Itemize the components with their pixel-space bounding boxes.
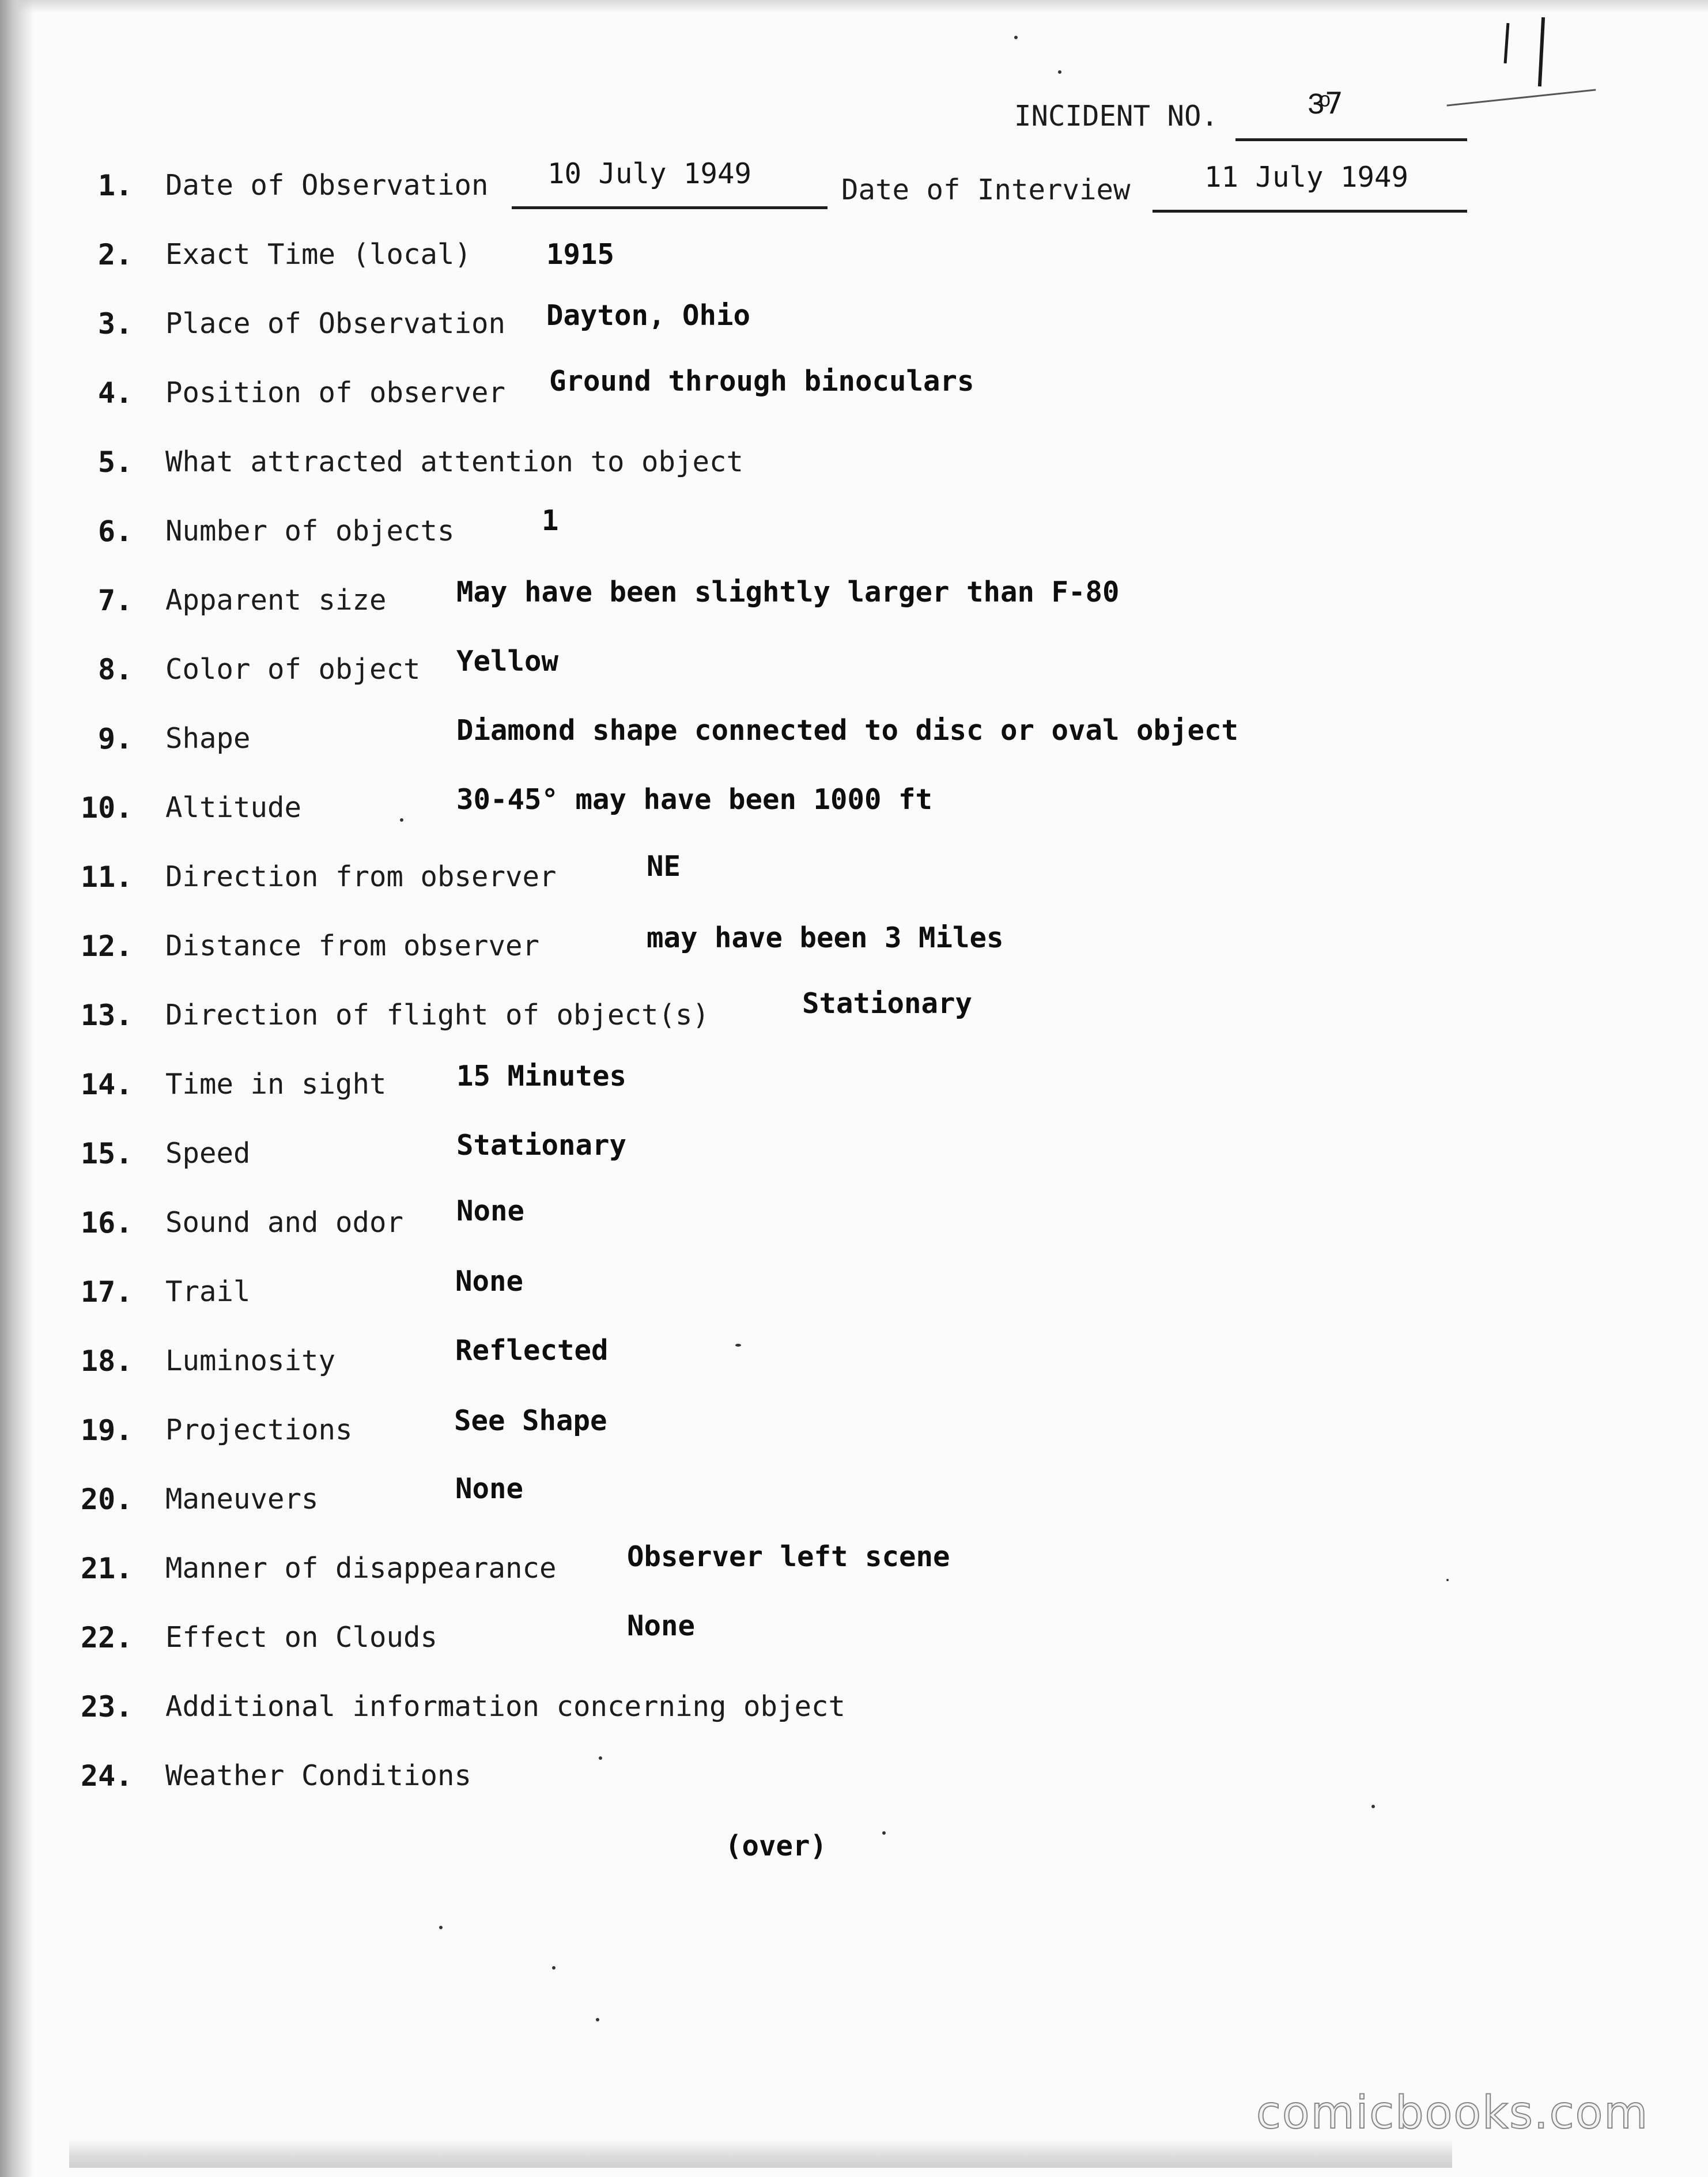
item-label-20: Maneuvers: [165, 1483, 319, 1515]
item-label-23: Additional information concerning object: [165, 1690, 846, 1723]
item-number-22: 22.: [81, 1621, 133, 1654]
scan-edge-top: [0, 0, 1708, 13]
item-number-16: 16.: [81, 1206, 133, 1239]
margin-mark: [1538, 17, 1545, 86]
item-value-13: Stationary: [802, 987, 973, 1020]
incident-number-rule: [1235, 138, 1467, 141]
item-value-6: 1: [542, 504, 559, 537]
item-value-9: Diamond shape connected to disc or oval object: [456, 714, 1239, 747]
scan-speck: [735, 1344, 741, 1347]
margin-mark: [1447, 89, 1596, 106]
item-label-8: Color of object: [165, 653, 421, 686]
date-of-observation-rule: [512, 206, 827, 209]
item-number-4: 4.: [98, 376, 133, 410]
item-label-5: What attracted attention to object: [165, 445, 744, 478]
item-value-15: Stationary: [456, 1129, 627, 1162]
scan-speck: [596, 2018, 599, 2021]
item-value-10: 30-45° may have been 1000 ft: [456, 783, 933, 816]
item-number-9: 9.: [98, 722, 133, 755]
item-label-21: Manner of disappearance: [165, 1552, 557, 1585]
item-number-10: 10.: [81, 791, 133, 825]
item-label-4: Position of observer: [165, 376, 506, 409]
item-number-15: 15.: [81, 1137, 133, 1170]
item-number-19: 19.: [81, 1413, 133, 1447]
item-value-17: None: [455, 1265, 524, 1298]
date-of-interview-label: Date of Interview: [841, 173, 1131, 206]
item-number-13: 13.: [81, 999, 133, 1032]
item-label-6: Number of objects: [165, 515, 455, 547]
item-number-14: 14.: [81, 1068, 133, 1101]
item-label-1: Date of Observation: [165, 169, 489, 202]
item-label-11: Direction from observer: [165, 860, 557, 893]
item-number-11: 11.: [81, 860, 133, 894]
scan-speck: [400, 818, 403, 822]
item-value-22: None: [627, 1609, 696, 1642]
item-value-4: Ground through binoculars: [549, 365, 974, 398]
margin-mark: [1504, 23, 1510, 63]
item-value-2: 1915: [546, 238, 615, 271]
item-number-6: 6.: [98, 515, 133, 548]
item-number-12: 12.: [81, 929, 133, 963]
item-label-24: Weather Conditions: [165, 1759, 472, 1792]
item-number-21: 21.: [81, 1552, 133, 1585]
item-value-18: Reflected: [455, 1334, 609, 1367]
item-value-7: May have been slightly larger than F-80: [456, 576, 1120, 608]
item-label-16: Sound and odor: [165, 1206, 404, 1239]
scan-speck: [1058, 70, 1061, 74]
item-label-9: Shape: [165, 722, 251, 755]
item-value-20: None: [455, 1472, 524, 1505]
item-number-17: 17.: [81, 1275, 133, 1309]
date-of-interview-value: 11 July 1949: [1204, 161, 1409, 194]
item-label-17: Trail: [165, 1275, 251, 1308]
item-label-10: Altitude: [165, 791, 302, 824]
item-label-12: Distance from observer: [165, 929, 540, 962]
scan-edge-left: [0, 0, 33, 2177]
item-number-24: 24.: [81, 1759, 133, 1793]
item-number-20: 20.: [81, 1483, 133, 1516]
item-label-13: Direction of flight of object(s): [165, 999, 710, 1031]
scan-speck: [439, 1926, 443, 1929]
date-of-interview-rule: [1152, 210, 1467, 213]
item-label-18: Luminosity: [165, 1344, 336, 1377]
item-label-3: Place of Observation: [165, 307, 506, 340]
item-number-3: 3.: [98, 307, 133, 341]
item-label-2: Exact Time (local): [165, 238, 472, 271]
watermark-logo-text: comicbooks.com: [1256, 2087, 1649, 2139]
item-label-19: Projections: [165, 1413, 353, 1446]
item-number-23: 23.: [81, 1690, 133, 1724]
scan-speck: [1371, 1805, 1375, 1808]
item-label-7: Apparent size: [165, 584, 387, 617]
item-value-14: 15 Minutes: [456, 1060, 627, 1093]
scan-speck: [1014, 36, 1018, 39]
item-label-14: Time in sight: [165, 1068, 387, 1101]
item-value-21: Observer left scene: [627, 1540, 950, 1573]
scan-speck: [599, 1756, 602, 1760]
item-value-19: See Shape: [454, 1404, 607, 1437]
item-number-8: 8.: [98, 653, 133, 686]
item-label-15: Speed: [165, 1137, 251, 1170]
scan-speck: [552, 1966, 556, 1970]
incident-label: INCIDENT NO.: [1014, 100, 1219, 133]
item-value-11: NE: [647, 850, 681, 883]
item-number-1: 1.: [98, 169, 133, 202]
scan-speck: [882, 1831, 886, 1835]
incident-number: 3ͦ7: [1307, 86, 1343, 121]
item-number-5: 5.: [98, 445, 133, 479]
item-value-12: may have been 3 Miles: [647, 921, 1004, 954]
item-value-16: None: [456, 1195, 525, 1227]
date-of-observation-value: 10 July 1949: [547, 157, 752, 190]
item-number-18: 18.: [81, 1344, 133, 1378]
over-label: (over): [725, 1830, 827, 1862]
item-number-7: 7.: [98, 584, 133, 617]
scan-speck: [1446, 1579, 1449, 1581]
item-label-22: Effect on Clouds: [165, 1621, 438, 1654]
item-number-2: 2.: [98, 238, 133, 271]
item-value-8: Yellow: [456, 645, 559, 678]
scan-edge-bottom: [69, 2139, 1452, 2168]
item-value-3: Dayton, Ohio: [546, 299, 751, 332]
